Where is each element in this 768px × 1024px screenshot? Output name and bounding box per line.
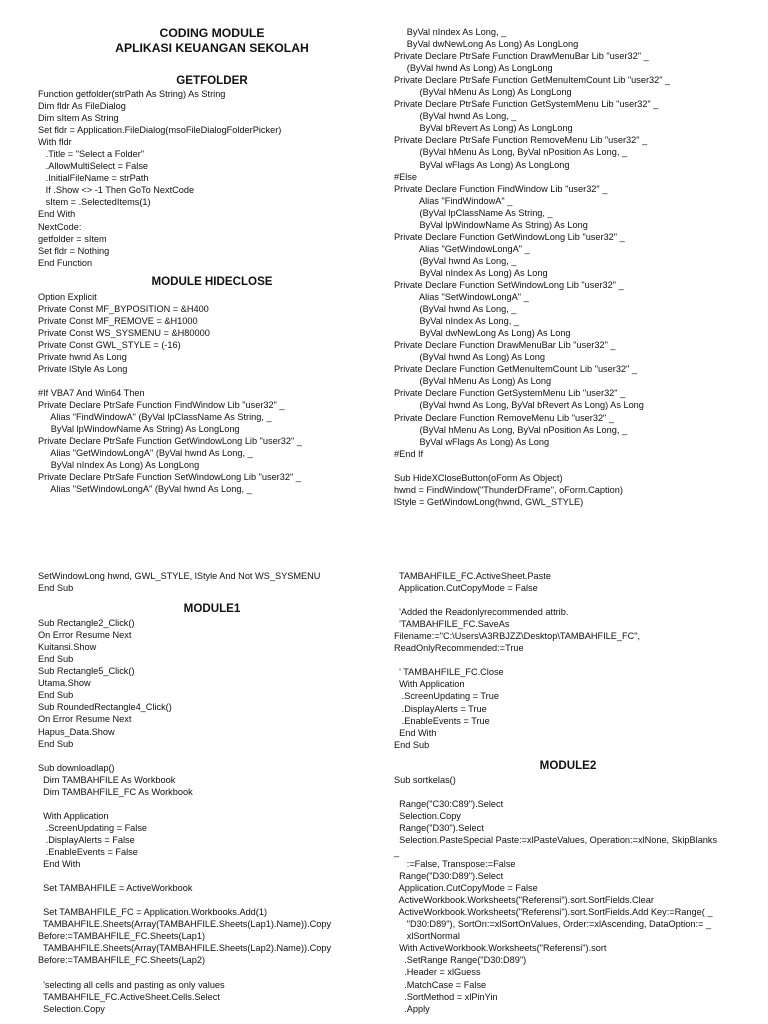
code-line: .DisplayAlerts = True	[394, 703, 487, 714]
code-line	[38, 894, 398, 906]
code-line: 'Added the Readonlyrecommended attrib.	[394, 607, 569, 618]
code-line: Private lStyle As Long	[38, 363, 128, 374]
code-line: Hapus_Data.Show	[38, 726, 115, 737]
document-title: CODING MODULE	[159, 26, 265, 40]
code-line: (ByVal hwnd As Long, _	[394, 304, 517, 315]
code-line: sItem = .SelectedItems(1)	[38, 197, 151, 208]
code-line: End With	[38, 859, 81, 870]
code-line: #End If	[394, 448, 424, 459]
code-line: ByVal nIndex As Long) As LongLong	[38, 460, 200, 471]
code-line: (ByVal hMenu As Long) As LongLong	[394, 87, 572, 98]
code-line: SetWindowLong hwnd, GWL_STYLE, lStyle And Not WS_SYSMENU	[38, 571, 321, 581]
code-line: End Sub	[38, 583, 74, 594]
code-line: 'TAMBAHFILE_FC.SaveAs	[394, 619, 510, 630]
code-line: Private Declare Function GetMenuItemCount Lib "user32" _	[394, 364, 637, 375]
code-line: .Title = "Select a Folder"	[38, 149, 145, 160]
code-line: Alias "FindWindowA" _	[394, 195, 513, 206]
code-line: Alias "GetWindowLongA" _	[394, 243, 530, 254]
code-line: "D30:D89"), SortOn:=xlSortOnValues, Order:=xlAscending, DataOption:= _	[394, 919, 712, 930]
code-line: Dim TAMBAHFILE_FC As Workbook	[38, 786, 193, 797]
code-line: ByVal nIndex As Long, _	[394, 316, 519, 327]
code-line: ByVal lpWindowName As String) As LongLong	[38, 424, 240, 435]
code-line: Utama.Show	[38, 678, 91, 689]
code-line: Private Declare Function SetWindowLong Lib "user32" _	[394, 279, 624, 290]
code-line: With ActiveWorkbook.Worksheets("Referensi").sort	[394, 943, 607, 954]
code-line: :=False, Transpose:=False	[394, 859, 516, 870]
code-line: 'selecting all cells and pasting as only values	[38, 979, 225, 990]
code-line: End Sub	[38, 738, 74, 749]
code-line: Private Declare Function RemoveMenu Lib "user32" _	[394, 412, 614, 423]
code-line	[394, 460, 754, 472]
left-column	[38, 0, 398, 496]
code-line: (ByVal hMenu As Long, ByVal nPosition As Long, _	[394, 147, 628, 158]
code-line: On Error Resume Next	[38, 714, 132, 725]
code-line: Sub HideXCloseButton(oForm As Object)	[394, 472, 563, 483]
code-line: Alias "SetWindowLongA" _	[394, 292, 529, 303]
code-line: Kuitansi.Show	[38, 642, 97, 653]
code-line: Filename:="C:\Users\A3RBJZZ\Desktop\TAMBAHFILE_FC",	[394, 631, 641, 642]
code-line: Private Declare Function GetWindowLong Lib "user32" _	[394, 231, 625, 242]
code-line: Range("D30:D89").Select	[394, 871, 504, 882]
code-line: .Apply	[394, 1003, 430, 1014]
code-line: Private Const MF_REMOVE = &H1000	[38, 315, 198, 326]
code-line: #If VBA7 And Win64 Then	[38, 388, 145, 399]
code-line	[38, 375, 398, 387]
code-line: #Else	[394, 171, 417, 182]
code-line	[38, 870, 398, 882]
code-line: Private Declare PtrSafe Function FindWindow Lib "user32" _	[38, 400, 285, 411]
code-line: End With	[394, 727, 437, 738]
code-line: hwnd = FindWindow("ThunderDFrame", oForm.Caption)	[394, 484, 623, 495]
code-line: ByVal dwNewLong As Long) As LongLong	[394, 39, 579, 50]
code-line: NextCode:	[38, 221, 82, 232]
code-line: Range("C30:C89").Select	[394, 798, 504, 809]
document-page-2	[0, 512, 768, 1024]
code-line: ByVal nIndex As Long, _	[394, 27, 507, 37]
code-line: Private hwnd As Long	[38, 351, 127, 362]
code-line	[38, 750, 398, 762]
code-line: Private Declare PtrSafe Function GetWindowLong Lib "user32" _	[38, 436, 302, 447]
code-line: TAMBAHFILE.Sheets(Array(TAMBAHFILE.Sheets(Lap1).Name)).Copy	[38, 919, 332, 930]
code-line: Dim TAMBAHFILE As Workbook	[38, 774, 176, 785]
code-line: Private Declare PtrSafe Function SetWindowLong Lib "user32" _	[38, 472, 301, 483]
code-line: .SortMethod = xlPinYin	[394, 991, 498, 1002]
code-line: Private Declare PtrSafe Function GetSystemMenu Lib "user32" _	[394, 99, 659, 110]
code-line: ReadOnlyRecommended:=True	[394, 643, 524, 654]
code-line: ByVal bRevert As Long) As LongLong	[394, 123, 573, 134]
right-column	[394, 0, 754, 508]
code-line: .Header = xlGuess	[394, 967, 481, 978]
code-line: End With	[38, 209, 76, 220]
code-line: Sub downloadlap()	[38, 762, 115, 773]
code-line: Private Declare PtrSafe Function DrawMenuBar Lib "user32" _	[394, 51, 649, 62]
code-line: Dim sItem As String	[38, 113, 119, 124]
code-line	[38, 798, 398, 810]
code-line: ActiveWorkbook.Worksheets("Referensi").sort.SortFields.Add Key:=Range( _	[394, 907, 713, 918]
document-title: APLIKASI KEUANGAN SEKOLAH	[115, 41, 309, 55]
code-line: Before:=TAMBAHFILE_FC.Sheets(Lap2)	[38, 955, 206, 966]
code-line: End Sub	[394, 739, 430, 750]
code-line: Private Const GWL_STYLE = (-16)	[38, 339, 181, 350]
code-line: Set TAMBAHFILE = ActiveWorkbook	[38, 883, 193, 894]
code-line: Private Const MF_BYPOSITION = &H400	[38, 303, 209, 314]
code-line: ByVal wFlags As Long) As LongLong	[394, 159, 570, 170]
section-heading: MODULE HIDECLOSE	[151, 274, 273, 288]
code-line: getfolder = sItem	[38, 233, 107, 244]
code-line: Alias "GetWindowLongA" (ByVal hwnd As Long, _	[38, 448, 253, 459]
code-line: (ByVal hwnd As Long, ByVal bRevert As Long) As Long	[394, 400, 644, 411]
code-line: TAMBAHFILE_FC.ActiveSheet.Paste	[394, 571, 551, 581]
code-line: Range("D30").Select	[394, 822, 484, 833]
code-line: Set fldr = Nothing	[38, 245, 110, 256]
code-line: .ScreenUpdating = True	[394, 691, 499, 702]
code-line: Before:=TAMBAHFILE_FC.Sheets(Lap1)	[38, 931, 206, 942]
code-line: .AllowMultiSelect = False	[38, 161, 149, 172]
code-line: .DisplayAlerts = False	[38, 834, 135, 845]
code-line: With fldr	[38, 137, 72, 148]
code-line: Dim fldr As FileDialog	[38, 101, 126, 112]
code-line: _	[394, 846, 400, 857]
code-line: Sub RoundedRectangle4_Click()	[38, 702, 172, 713]
code-line: End Function	[38, 257, 93, 268]
code-line: Option Explicit	[38, 291, 97, 302]
code-line: (ByVal hMenu As Long, ByVal nPosition As Long, _	[394, 424, 628, 435]
code-line: xlSortNormal	[394, 931, 460, 942]
code-line: (ByVal hMenu As Long) As Long	[394, 376, 552, 387]
code-line: Selection.Copy	[394, 810, 461, 821]
code-line: Private Declare PtrSafe Function RemoveMenu Lib "user32" _	[394, 135, 648, 146]
code-line: (ByVal lpClassName As String, _	[394, 207, 553, 218]
code-line	[38, 966, 398, 978]
code-line: .SetRange Range("D30:D89")	[394, 955, 527, 966]
code-line: ActiveWorkbook.Worksheets("Referensi").sort.SortFields.Clear	[394, 895, 654, 906]
code-line: Selection.PasteSpecial Paste:=xlPasteValues, Operation:=xlNone, SkipBlanks	[394, 834, 718, 845]
code-line: End Sub	[38, 690, 74, 701]
code-line: ByVal dwNewLong As Long) As Long	[394, 328, 571, 339]
code-line: ' TAMBAHFILE_FC.Close	[394, 667, 504, 678]
code-line: Private Declare Function DrawMenuBar Lib "user32" _	[394, 340, 616, 351]
code-line: On Error Resume Next	[38, 630, 132, 641]
code-line: Private Declare Function FindWindow Lib "user32" _	[394, 183, 608, 194]
code-line: (ByVal hwnd As Long) As LongLong	[394, 63, 553, 74]
code-line: .EnableEvents = False	[38, 846, 138, 857]
section-heading: MODULE2	[539, 758, 597, 772]
code-line: Set TAMBAHFILE_FC = Application.Workbooks.Add(1)	[38, 907, 268, 918]
code-line: Application.CutCopyMode = False	[394, 883, 538, 894]
code-line: Alias "FindWindowA" (ByVal lpClassName As String, _	[38, 412, 272, 423]
code-line	[394, 594, 754, 606]
code-line: If .Show <> -1 Then GoTo NextCode	[38, 185, 195, 196]
code-line: Private Const WS_SYSMENU = &H80000	[38, 327, 210, 338]
code-line: .MatchCase = False	[394, 979, 487, 990]
code-line: TAMBAHFILE.Sheets(Array(TAMBAHFILE.Sheets(Lap2).Name)).Copy	[38, 943, 332, 954]
code-line: Private Declare PtrSafe Function GetMenuItemCount Lib "user32" _	[394, 75, 671, 86]
code-line: (ByVal hwnd As Long) As Long	[394, 352, 545, 363]
code-line: With Application	[394, 679, 465, 690]
code-line: Selection.Copy	[38, 1003, 105, 1014]
code-line: Alias "SetWindowLongA" (ByVal hwnd As Long, _	[38, 484, 252, 495]
code-line: ByVal nIndex As Long) As Long	[394, 267, 548, 278]
code-line: Sub Rectangle5_Click()	[38, 666, 135, 677]
code-line: .EnableEvents = True	[394, 715, 490, 726]
section-heading: MODULE1	[183, 602, 241, 616]
code-line: Sub Rectangle2_Click()	[38, 618, 135, 629]
code-line: .InitialFileName = strPath	[38, 173, 149, 184]
code-line: lStyle = GetWindowLong(hwnd, GWL_STYLE)	[394, 496, 584, 507]
code-line: ByVal wFlags As Long) As Long	[394, 436, 550, 447]
code-line: Application.CutCopyMode = False	[394, 583, 538, 594]
code-line: Set fldr = Application.FileDialog(msoFileDialogFolderPicker)	[38, 125, 282, 136]
right-column	[394, 512, 754, 1015]
code-line: .ScreenUpdating = False	[38, 822, 148, 833]
code-line	[394, 654, 754, 666]
code-line: (ByVal hwnd As Long, _	[394, 111, 517, 122]
code-line: End Sub	[38, 654, 74, 665]
code-line: With Application	[38, 810, 109, 821]
code-line	[394, 786, 754, 798]
code-line: ByVal lpWindowName As String) As Long	[394, 219, 588, 230]
left-column	[38, 512, 398, 1015]
code-line: TAMBAHFILE_FC.ActiveSheet.Cells.Select	[38, 991, 220, 1002]
code-line: Private Declare Function GetSystemMenu Lib "user32" _	[394, 388, 626, 399]
section-heading: GETFOLDER	[176, 74, 248, 87]
code-line: Function getfolder(strPath As String) As String	[38, 89, 226, 99]
code-line: Sub sortkelas()	[394, 774, 456, 785]
code-line: (ByVal hwnd As Long, _	[394, 255, 517, 266]
